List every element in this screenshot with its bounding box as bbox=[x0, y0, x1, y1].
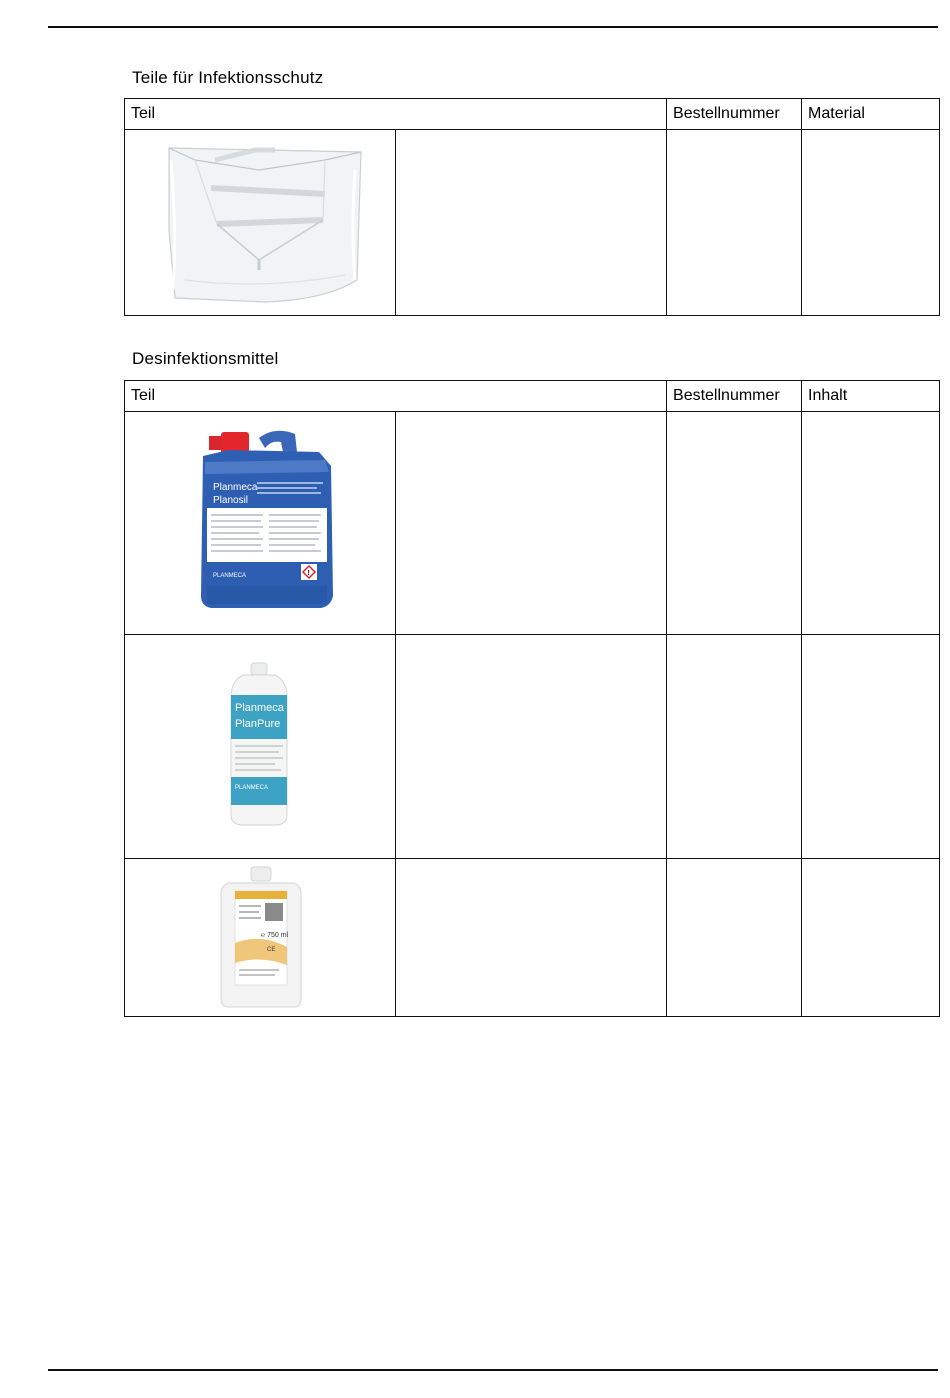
part-image-cell bbox=[125, 635, 396, 859]
order-number-cell bbox=[667, 859, 802, 1017]
table-row bbox=[125, 859, 940, 1017]
content-cell bbox=[802, 859, 940, 1017]
part-image-cell bbox=[125, 130, 396, 316]
planosil-canister-image bbox=[125, 412, 395, 634]
planosil-brand-text: Planmeca bbox=[213, 482, 258, 493]
table-header-row bbox=[125, 99, 940, 130]
header-rule bbox=[48, 26, 938, 28]
table-header-row bbox=[125, 381, 940, 412]
planosil-footer-text: PLANMECA bbox=[213, 573, 247, 579]
part-description-cell bbox=[396, 635, 667, 859]
flask-ce-mark: CE bbox=[267, 947, 276, 953]
header-order-number: Bestellnummer bbox=[667, 381, 802, 412]
table-row bbox=[125, 130, 940, 316]
planpure-bottle-image bbox=[125, 635, 395, 858]
content-cell bbox=[802, 412, 940, 635]
header-order-number: Bestellnummer bbox=[667, 99, 802, 130]
header-part: Teil bbox=[125, 99, 667, 130]
flask-volume-text: ℮ 750 ml bbox=[261, 932, 289, 939]
order-number-cell bbox=[667, 130, 802, 316]
planosil-product-text: Planosil bbox=[213, 495, 249, 506]
header-part: Teil bbox=[125, 381, 667, 412]
section-title-disinfectants: Desinfektionsmittel bbox=[132, 349, 279, 368]
part-description-cell bbox=[396, 130, 667, 316]
table-row bbox=[125, 635, 940, 859]
svg-text:!: ! bbox=[307, 570, 310, 577]
disinfectant-table bbox=[124, 380, 940, 1017]
disinfectant-flask-image bbox=[125, 859, 395, 1016]
header-content: Inhalt bbox=[802, 381, 940, 412]
footer-rule bbox=[48, 1369, 938, 1371]
planpure-product-text: PlanPure bbox=[235, 718, 281, 730]
planpure-brand-text: Planmeca bbox=[235, 702, 284, 714]
header-material: Material bbox=[802, 99, 940, 130]
order-number-cell bbox=[667, 635, 802, 859]
material-cell bbox=[802, 130, 940, 316]
part-image-cell bbox=[125, 859, 396, 1017]
part-description-cell bbox=[396, 412, 667, 635]
part-image-cell bbox=[125, 412, 396, 635]
order-number-cell bbox=[667, 412, 802, 635]
planpure-footer-text: PLANMECA bbox=[235, 785, 269, 791]
table-row bbox=[125, 412, 940, 635]
part-description-cell bbox=[396, 859, 667, 1017]
protective-cover-image bbox=[125, 130, 395, 315]
infection-parts-table bbox=[124, 98, 940, 316]
content-cell bbox=[802, 635, 940, 859]
section-title-infection-protection: Teile für Infektionsschutz bbox=[132, 68, 324, 87]
